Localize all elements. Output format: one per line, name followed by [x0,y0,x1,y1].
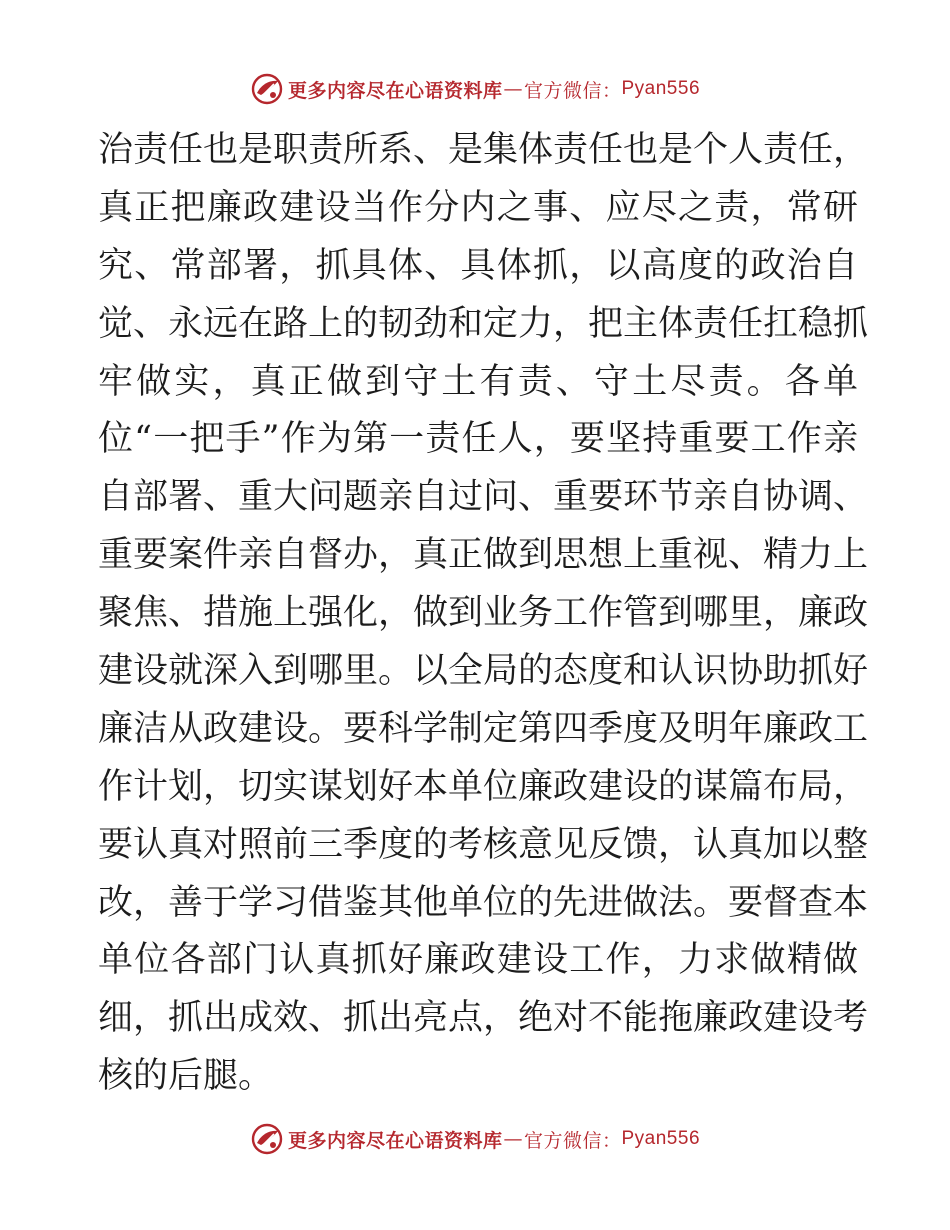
brand-logo-icon [250,72,284,106]
body-line: 治责任也是职责所系、是集体责任也是个人责任， [98,130,869,170]
body-line: 觉、永远在路上的韧劲和定力，把主体责任扛稳抓 [98,303,869,344]
body-line: 细，抓出成效、抓出亮点，绝对不能拖廉政建设考 [98,998,869,1039]
footer-wechat-label: 官方微信： [523,1129,622,1152]
footer-wechat-id: Pyan556 [621,1128,701,1149]
header-wechat-id: Pyan556 [621,78,701,99]
document-body [98,122,869,1106]
header-banner [0,69,950,109]
body-line: 廉洁从政建设。要科学制定第四季度及明年廉政工 [98,708,869,749]
body-line: 位“一把手”作为第一责任人，要坚持重要工作亲 [98,419,858,460]
body-line: 核的后腿。 [98,1056,274,1097]
body-line: 作计划，切实谋划好本单位廉政建设的谋篇布局， [98,766,869,807]
footer-banner [0,1119,950,1159]
footer-brand-text: 更多内容尽在心语资料库 [287,1129,503,1152]
body-line: 真正把廉政建设当作分内之事、应尽之责，常研 [98,187,858,228]
body-line: 建设就深入到哪里。以全局的态度和认识协助抓好 [98,651,869,692]
body-line: 单位各部门认真抓好廉政建设工作，力求做精做 [98,940,858,981]
brand-logo-icon [250,1122,284,1156]
body-line: 聚焦、措施上强化，做到业务工作管到哪里，廉政 [98,593,869,634]
header-brand-text: 更多内容尽在心语资料库 [287,79,503,102]
body-line: 重要案件亲自督办，真正做到思想上重视、精力上 [98,535,869,576]
body-line: 改，善于学习借鉴其他单位的先进做法。要督查本 [98,882,869,923]
body-line: 究、常部署，抓具体、具体抓，以高度的政治自 [98,245,858,286]
header-dash: — [503,78,523,100]
footer-dash: — [503,1128,523,1150]
header-wechat-label: 官方微信： [523,79,622,102]
body-line: 牢做实，真正做到守土有责、守土尽责。各单 [98,361,858,402]
body-line: 自部署、重大问题亲自过问、重要环节亲自协调、 [98,477,869,518]
body-line: 要认真对照前三季度的考核意见反馈，认真加以整 [98,824,869,865]
